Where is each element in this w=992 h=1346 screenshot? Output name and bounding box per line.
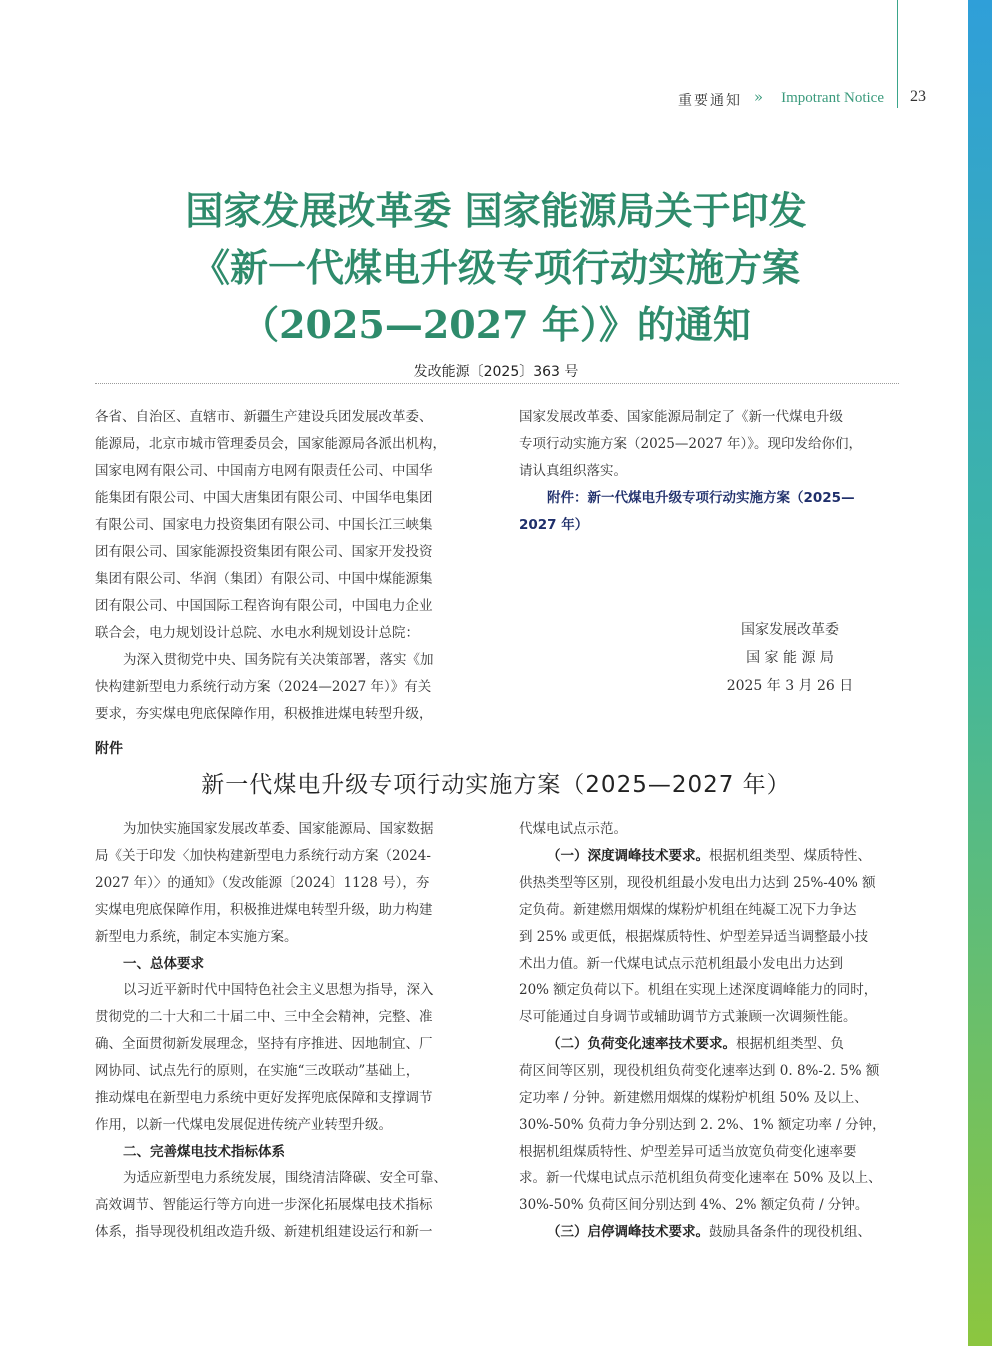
appendix-line: 求。新一代煤电试点示范机组负荷变化速率在 50% 及以上、 bbox=[519, 1170, 882, 1186]
double-chevron-icon: » bbox=[753, 88, 763, 106]
notice-line: 为深入贯彻党中央、国务院有关决策部署，落实《加 bbox=[123, 652, 434, 668]
running-header bbox=[600, 89, 890, 109]
appendix-line: 荷区间等区别，现役机组负荷变化速率达到 0. 8%-2. 5% 额 bbox=[519, 1063, 880, 1079]
appendix-line: 供热类型等区别，现役机组最小发电出力达到 25%-40% 额 bbox=[519, 875, 876, 891]
appendix-text: 根据机组类型、负 bbox=[736, 1036, 844, 1052]
appendix-line: 术出力值。新一代煤电试点示范机组最小发电出力达到 bbox=[519, 956, 843, 972]
appendix-line: 尽可能通过自身调节或辅助调节方式兼顾一次调频性能。 bbox=[519, 1009, 857, 1025]
appendix-text: 鼓励具备条件的现役机组、 bbox=[709, 1224, 871, 1240]
appendix-line: 30%-50% 负荷区间分别达到 4%、2% 额定负荷 / 分钟。 bbox=[519, 1197, 869, 1213]
section-heading: 一、总体要求 bbox=[123, 956, 204, 972]
dotted-divider bbox=[95, 383, 899, 384]
appendix-line: 网协同、试点先行的原则，在实施“三改联动”基础上， bbox=[95, 1063, 420, 1079]
appendix-line: 高效调节、智能运行等方向进一步深化拓展煤电技术指标 bbox=[95, 1197, 433, 1213]
appendix-line: 到 25% 或更低，根据煤质特性、炉型差异适当调整最小技 bbox=[519, 929, 869, 945]
section-label-cn: 重要通知 bbox=[678, 93, 742, 109]
appendix-line: 20% 额定负荷以下。机组在实现上述深度调峰能力的同时， bbox=[519, 982, 878, 998]
appendix-line: 2027 年）〉的通知》（发改能源〔2024〕1128 号），夯 bbox=[95, 875, 430, 891]
notice-line: 有限公司、国家电力投资集团有限公司、中国长江三峡集 bbox=[95, 517, 433, 533]
appendix-line: 局《关于印发〈加快构建新型电力系统行动方案（2024- bbox=[95, 848, 431, 864]
appendix-line: 新型电力系统，制定本实施方案。 bbox=[95, 929, 298, 945]
appendix-line: 推动煤电在新型电力系统中更好发挥兜底保障和支撑调节 bbox=[95, 1090, 433, 1106]
notice-line: 国家发展改革委、国家能源局制定了《新一代煤电升级 bbox=[519, 409, 843, 425]
appendix-line: 以习近平新时代中国特色社会主义思想为指导，深入 bbox=[123, 982, 434, 998]
notice-line: 集团有限公司、华润（集团）有限公司、中国中煤能源集 bbox=[95, 571, 433, 587]
title-line-1: 国家发展改革委 国家能源局关于印发 bbox=[185, 188, 807, 233]
appendix-line bbox=[519, 1220, 904, 1240]
attachment-link[interactable]: 附件：新一代煤电升级专项行动实施方案（2025— bbox=[547, 490, 855, 506]
notice-line: 联合会，电力规划设计总院、水电水利规划设计总院： bbox=[95, 625, 419, 641]
notice-line: 国家电网有限公司、中国南方电网有限责任公司、中国华 bbox=[95, 463, 433, 479]
notice-line: 团有限公司、中国国际工程咨询有限公司，中国电力企业 bbox=[95, 598, 433, 614]
document-number: 发改能源〔2025〕363 号 bbox=[413, 364, 579, 380]
subsection-heading: （三）启停调峰技术要求。 bbox=[547, 1224, 709, 1240]
appendix-line: 为加快实施国家发展改革委、国家能源局、国家数据 bbox=[123, 821, 434, 837]
notice-line: 团有限公司、国家能源投资集团有限公司、国家开发投资 bbox=[95, 544, 433, 560]
appendix-line: 为适应新型电力系统发展，围绕清洁降碳、安全可靠、 bbox=[123, 1170, 447, 1186]
appendix-line: 定负荷。新建燃用烟煤的煤粉炉机组在纯凝工况下力争达 bbox=[519, 902, 857, 918]
appendix-line: 体系，指导现役机组改造升级、新建机组建设运行和新一 bbox=[95, 1224, 433, 1240]
appendix-label: 附件 bbox=[95, 741, 123, 757]
notice-line: 能集团有限公司、中国大唐集团有限公司、中国华电集团 bbox=[95, 490, 433, 506]
appendix-line: 定功率 / 分钟。新建燃用烟煤的煤粉炉机组 50% 及以上、 bbox=[519, 1090, 868, 1106]
appendix-line: 实煤电兜底保障作用，积极推进煤电转型升级，助力构建 bbox=[95, 902, 433, 918]
appendix-line: 根据机组煤质特性、炉型差异可适当放宽负荷变化速率要 bbox=[519, 1144, 857, 1160]
notice-line: 快构建新型电力系统行动方案（2024—2027 年）》有关 bbox=[95, 679, 432, 695]
notice-line: 能源局，北京市城市管理委员会，国家能源局各派出机构， bbox=[95, 436, 446, 452]
title-line-3: （2025—2027 年）》的通知 bbox=[241, 302, 751, 347]
appendix-line: 30%-50% 负荷力争分别达到 2. 2%、1% 额定功率 / 分钟， bbox=[519, 1117, 886, 1133]
signature-org-1: 国家发展改革委 bbox=[741, 622, 839, 638]
attachment-link[interactable]: 2027 年） bbox=[519, 517, 589, 533]
appendix-line: 作用，以新一代煤电发展促进传统产业转型升级。 bbox=[95, 1117, 392, 1133]
subsection-heading: （一）深度调峰技术要求。 bbox=[547, 848, 709, 864]
appendix-line: 确、全面贯彻新发展理念，坚持有序推进、因地制宜、厂 bbox=[95, 1036, 433, 1052]
notice-line: 各省、自治区、直辖市、新疆生产建设兵团发展改革委、 bbox=[95, 409, 433, 425]
notice-title bbox=[60, 182, 932, 353]
section-label-en: Impotrant Notice bbox=[781, 90, 884, 106]
title-line-2: 《新一代煤电升级专项行动实施方案 bbox=[191, 245, 800, 290]
side-color-bar bbox=[968, 0, 992, 1346]
appendix-line: 代煤电试点示范。 bbox=[519, 821, 627, 837]
notice-line: 请认真组织落实。 bbox=[519, 463, 627, 479]
section-heading: 二、完善煤电技术指标体系 bbox=[123, 1144, 285, 1160]
header-divider bbox=[897, 0, 898, 108]
appendix-title: 新一代煤电升级专项行动实施方案（2025—2027 年） bbox=[201, 772, 791, 798]
signature-date: 2025 年 3 月 26 日 bbox=[726, 678, 854, 694]
appendix-line: 贯彻党的二十大和二十届二中、三中全会精神，完整、准 bbox=[95, 1009, 433, 1025]
appendix-line bbox=[519, 844, 904, 864]
notice-line: 专项行动实施方案（2025—2027 年）》。现印发给你们， bbox=[519, 436, 863, 452]
subsection-heading: （二）负荷变化速率技术要求。 bbox=[547, 1036, 736, 1052]
signature-org-2: 国 家 能 源 局 bbox=[746, 650, 834, 666]
appendix-text: 根据机组类型、煤质特性、 bbox=[709, 848, 871, 864]
appendix-line bbox=[519, 1032, 904, 1052]
page-number: 23 bbox=[910, 88, 926, 105]
notice-line: 要求，夯实煤电兜底保障作用，积极推进煤电转型升级， bbox=[95, 706, 433, 722]
